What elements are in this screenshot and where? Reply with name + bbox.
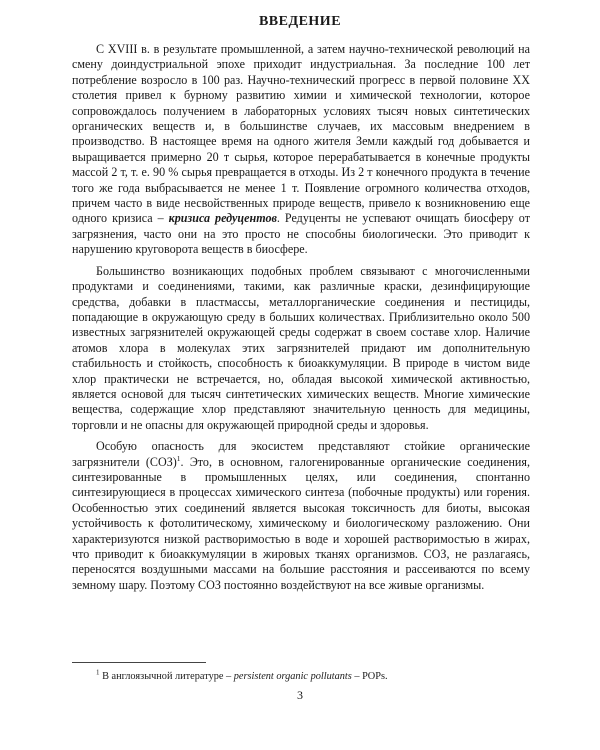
body-text <box>72 42 530 599</box>
footnote-reference: 1 <box>176 453 181 463</box>
paragraph-2: Большинство возникающих подобных проблем связывают с многочисленными продуктами и соединениями, такими, как различные краски, дезинфицирующие средства, добавки в пластмассы, металлорганические соединения и пестициды, попадающие в окружающую среду в больших количествах. Приблизительно около 500 известных загрязнителей окружающей среды содержат в своем составе хлор. Наличие атомов хлора в молекулах этих загрязнителей придают им дополнительную стабильность и стойкость, способность к биоаккумуляции. В природе в чистом виде хлор практически не встречается, но, обладая высокой химической активностью, является основой для тысяч синтетических химических веществ. Многие химические вещества, содержащие хлор представляют значительную ценность для медицины, торговли и не опасны для окружающей природной среды и здоровья. <box>72 263 530 432</box>
footnote-text-b: – POPs. <box>351 671 388 682</box>
paragraph-1-text-b: . Редуценты не успевают очищать биосферу от загрязнения, часто они на это просто не способны биологически. Это приводит к нарушению круговорота веществ в биосфере. <box>72 211 530 257</box>
key-term: кризиса редуцентов <box>168 211 277 226</box>
paragraph-3 <box>72 439 530 593</box>
paragraph-1 <box>72 42 530 258</box>
chapter-title: ВВЕДЕНИЕ <box>258 14 342 29</box>
footnote-italic-term: persistent organic pollutants <box>233 671 352 682</box>
paragraph-1-text-a: С XVIII в. в результате промышленной, а затем научно-технической революций на смену доиндустриальной эпохе приходит индустриальная. За последние 100 лет потребление возросло в 100 раз. Научно-технический прогресс в первой половине XX столетия привел к бурному развитию химии и химической технологии, которое сопровождалось получением в лабораторных условиях тысяч новых синтетических органических веществ и, в большинстве случаев, их массовым внедрением в производство. В настоящее время на одного жителя Земли каждый год добывается и выращивается примерно 20 т сырья, которое перерабатывается в конечные продукты массой 2 т, т. е. 90 % сырья превращается в отходы. Из 2 т конечного продукта в течение того же года выбрасывается не менее 1 т. Появление огромного количества отходов, причем часто в виде несвойственных природе веществ, привело к возникновению еще одного кризиса – <box>72 42 530 226</box>
footnote-text-a: В англоязычной литературе – <box>99 671 234 682</box>
page-number: 3 <box>297 688 303 702</box>
paragraph-3-text-a: Особую опасность для экосистем представляют стойкие органические загрязнители (СОЗ) <box>72 439 530 469</box>
footnote <box>96 670 526 683</box>
footnote-marker: 1 <box>96 668 100 677</box>
paragraph-3-text-b: . Это, в основном, галогенированные органические соединения, синтезированные в промышленных целях, или соединения, спонтанно синтезирующиеся в процессах химического синтеза (побочные продукты) или горения. Особенностью этих соединений является высокая токсичность для биоты, высокая устойчивость к фотолитическому, химическому и биологическому разложению. Они характеризуются низкой растворимостью в воде и хорошей растворимостью в жирах, что приводит к биоаккумуляции в жировых тканях организмов. СОЗ, не разлагаясь, переносятся воздушными массами на большие расстояния и рассеиваются по всему земному шару. Поэтому СОЗ постоянно воздействуют на все живые организмы. <box>72 454 530 592</box>
footnote-divider <box>72 662 206 663</box>
